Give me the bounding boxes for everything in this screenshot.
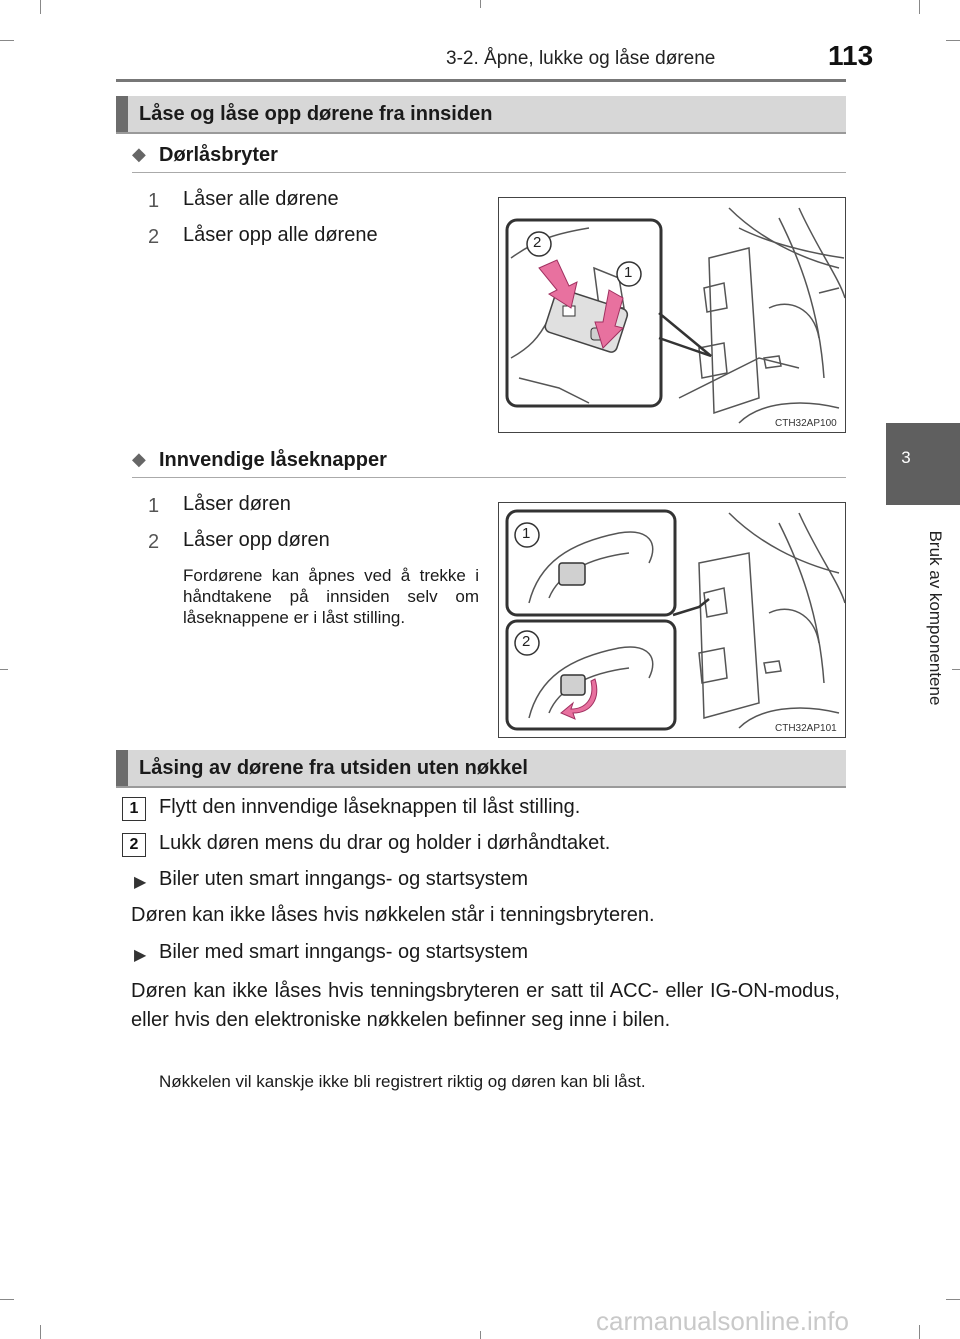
- subsection-rule: [132, 477, 846, 478]
- item-text: Låser opp døren: [183, 529, 330, 551]
- note-text: Nøkkelen vil kanskje ikke bli registrert riktig og døren kan bli låst.: [159, 1072, 646, 1091]
- crop-mark: [946, 40, 960, 41]
- header-rule: [116, 79, 846, 82]
- case-title: Biler med smart inngangs- og startsystem: [159, 941, 529, 963]
- case-title: Biler uten smart inngangs- og startsystem: [159, 868, 529, 890]
- figure-callout: 1: [522, 525, 531, 542]
- case-text: Døren kan ikke låses hvis tenningsbryteren er satt til ACC- eller IG-ON-modus, eller hvis den elektroniske nøkkelen befinner seg inne i bilen.: [131, 980, 840, 1031]
- subsection-rule: [132, 172, 846, 173]
- item-number: 2: [148, 226, 160, 248]
- section-heading: [116, 96, 846, 134]
- step-number: 2: [122, 833, 146, 857]
- note-text: Fordørene kan åpnes ved å trekke i håndtakene på innsiden selv om låseknappene er i låst stilling.: [183, 566, 479, 627]
- figure-callout: 2: [522, 633, 531, 650]
- figure-inside-lock-knobs: [498, 502, 846, 738]
- crop-mark: [952, 669, 960, 670]
- diamond-bullet-icon: ◆: [132, 144, 146, 164]
- crop-mark: [0, 1299, 14, 1300]
- item-text: Låser døren: [183, 493, 291, 515]
- figure-callout: 1: [624, 264, 633, 281]
- item-number: 1: [148, 190, 160, 212]
- triangle-bullet-icon: ▶: [134, 947, 147, 964]
- crop-mark: [919, 1325, 920, 1339]
- chapter-title: 3-2. Åpne, lukke og låse dørene: [446, 48, 716, 69]
- section-title: Låse og låse opp dørene fra innsiden: [139, 103, 493, 125]
- crop-mark: [480, 0, 481, 8]
- item-text: Låser alle dørene: [183, 188, 339, 210]
- crop-mark: [919, 0, 920, 14]
- item-number: 2: [148, 531, 160, 553]
- step-number: 1: [122, 797, 146, 821]
- figure-door-lock-switch: [498, 197, 846, 433]
- section-bar: [116, 96, 128, 132]
- inside-lock-knobs-illustration: [499, 503, 845, 737]
- case-text: Døren kan ikke låses hvis nøkkelen står i tenningsbryteren.: [131, 904, 655, 926]
- figure-code: CTH32AP100: [775, 418, 837, 429]
- figure-code: CTH32AP101: [775, 723, 837, 734]
- figure-callout: 2: [533, 234, 542, 251]
- diamond-bullet-icon: ◆: [132, 449, 146, 469]
- crop-mark: [0, 669, 8, 670]
- watermark: carmanualsonline.info: [596, 1306, 849, 1336]
- triangle-bullet-icon: ▶: [134, 874, 147, 891]
- page-number: 113: [828, 40, 874, 71]
- step-text: Lukk døren mens du drar og holder i dørhåndtaket.: [159, 832, 611, 854]
- section-bar: [116, 750, 128, 786]
- item-text: Låser opp alle dørene: [183, 224, 378, 246]
- item-number: 1: [148, 495, 160, 517]
- door-lock-switch-illustration: [499, 198, 845, 432]
- crop-mark: [480, 1331, 481, 1339]
- chapter-side-label: Bruk av komponentene: [926, 530, 945, 706]
- section-title: Låsing av dørene fra utsiden uten nøkkel: [139, 757, 528, 779]
- step-text: Flytt den innvendige låseknappen til låst stilling.: [159, 796, 581, 818]
- crop-mark: [946, 1299, 960, 1300]
- subsection-title: Dørlåsbryter: [159, 144, 278, 166]
- crop-mark: [40, 1325, 41, 1339]
- section-heading: [116, 750, 846, 788]
- chapter-number: 3: [901, 448, 911, 467]
- crop-mark: [0, 40, 14, 41]
- subsection-title: Innvendige låseknapper: [159, 449, 387, 471]
- crop-mark: [40, 0, 41, 14]
